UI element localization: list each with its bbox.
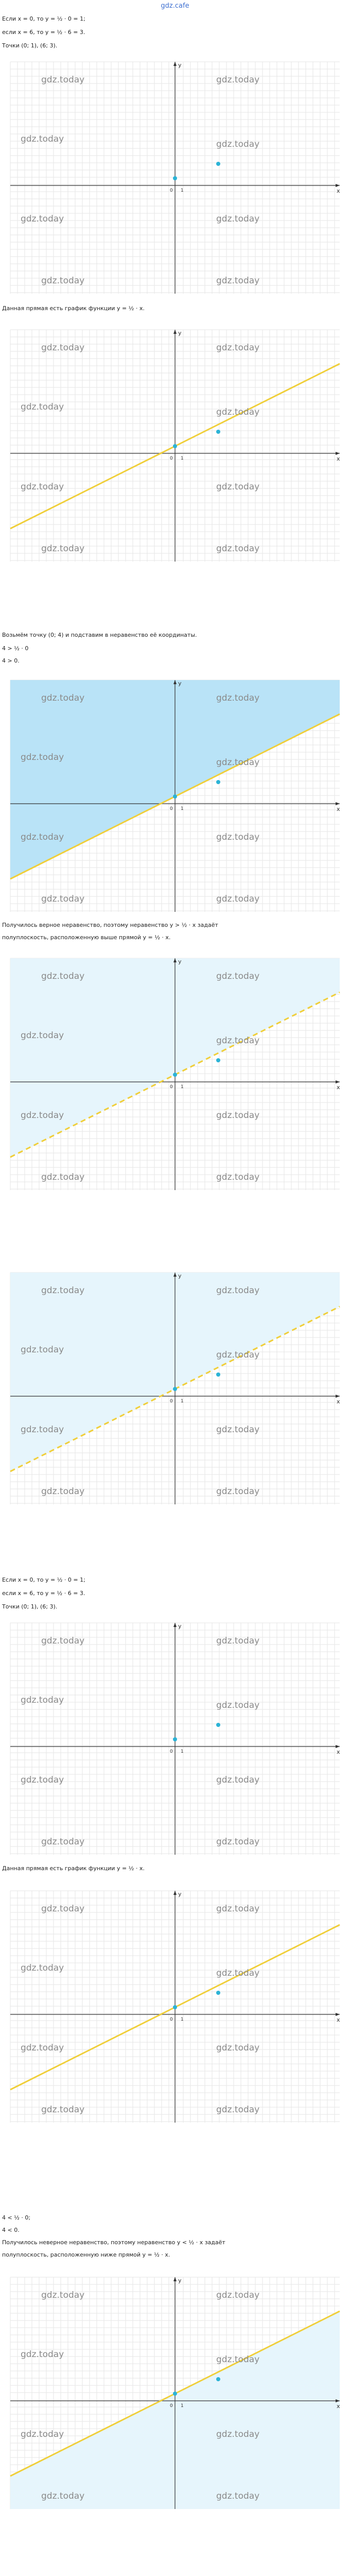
tick-label: 1 (181, 2403, 184, 2409)
y-axis-label: y (178, 330, 182, 336)
watermark: gdz.today (216, 1837, 260, 1847)
watermark: gdz.today (41, 276, 85, 286)
site-title[interactable]: gdz.cafe (161, 2, 189, 10)
watermark: gdz.today (216, 75, 260, 85)
watermark: gdz.today (216, 1172, 260, 1182)
substitute-text: Возьмём точку (0; 4) и подставим в неравенство её координаты. (2, 632, 197, 638)
watermark: gdz.today (21, 2349, 64, 2360)
watermark: gdz.today (21, 214, 64, 224)
watermark: gdz.today (41, 1837, 85, 1847)
watermark: gdz.today (21, 1345, 64, 1355)
origin-label: 0 (170, 2017, 173, 2022)
x-axis-label: x (337, 806, 340, 812)
graph-1 (0, 52, 350, 299)
point-marker (173, 1737, 177, 1741)
origin-label: 0 (170, 188, 173, 193)
watermark: gdz.today (216, 894, 260, 904)
y-axis-label: y (178, 680, 182, 687)
watermark: gdz.today (216, 2043, 260, 2053)
watermark: gdz.today (41, 1285, 85, 1296)
watermark: gdz.today (21, 1110, 64, 1121)
graph-note-2: Данная прямая есть график функции y = ½ · x. (2, 1865, 145, 1872)
origin-label: 0 (170, 1399, 173, 1404)
watermark: gdz.today (216, 1486, 260, 1497)
watermark: gdz.today (216, 1636, 260, 1646)
origin-label: 0 (170, 2403, 173, 2409)
watermark: gdz.today (41, 343, 85, 353)
watermark: gdz.today (216, 1425, 260, 1435)
graph-6 (0, 1613, 350, 1860)
watermark: gdz.today (216, 971, 260, 981)
origin-label: 0 (170, 1749, 173, 1754)
point-marker (216, 1723, 220, 1727)
x-axis-label: x (337, 1084, 340, 1091)
watermark: gdz.today (21, 1030, 64, 1041)
watermark: gdz.today (216, 2491, 260, 2501)
origin-label: 0 (170, 1084, 173, 1090)
watermark: gdz.today (41, 2491, 85, 2501)
watermark: gdz.today (41, 1486, 85, 1497)
step1-text: Если x = 0, то y = ½ · 0 = 1; (2, 15, 85, 22)
origin-label: 0 (170, 456, 173, 461)
point-marker (173, 2392, 177, 2396)
graph-7 (0, 1880, 350, 2128)
watermark: gdz.today (216, 2290, 260, 2300)
watermark: gdz.today (216, 214, 260, 224)
point-marker (173, 794, 177, 799)
conclusion-text-2: Получилось неверное неравенство, поэтому неравенство y < ½ · x задаёт (2, 2239, 225, 2246)
point-marker (173, 1387, 177, 1391)
step1-text-2: Если x = 0, то y = ½ · 0 = 1; (2, 1577, 85, 1583)
watermark: gdz.today (41, 75, 85, 85)
point-marker (216, 1991, 220, 1995)
watermark: gdz.today (216, 1968, 260, 1978)
point-marker (216, 162, 220, 166)
graph-3 (0, 670, 350, 917)
y-axis-label: y (178, 1891, 182, 1897)
graph-4 (0, 948, 350, 1195)
tick-label: 1 (181, 456, 184, 461)
y-axis-label: y (178, 1273, 182, 1279)
point-marker (173, 1073, 177, 1077)
watermark: gdz.today (216, 832, 260, 842)
origin-label: 0 (170, 806, 173, 811)
y-axis-label: y (178, 1623, 182, 1630)
x-axis-label: x (337, 1398, 340, 1405)
tick-label: 1 (181, 1084, 184, 1090)
watermark: gdz.today (216, 407, 260, 417)
inequality-line-a-2: 4 < ½ · 0; (2, 2214, 31, 2221)
tick-label: 1 (181, 1399, 184, 1404)
graph-8 (0, 2267, 350, 2514)
watermark: gdz.today (21, 832, 64, 842)
watermark: gdz.today (41, 894, 85, 904)
point-marker (216, 1058, 220, 1062)
watermark: gdz.today (21, 134, 64, 144)
watermark: gdz.today (21, 1425, 64, 1435)
points-label-2: Точки (0; 1), (6; 3). (2, 1603, 58, 1610)
watermark: gdz.today (41, 544, 85, 554)
watermark: gdz.today (21, 2043, 64, 2053)
graph-5 (0, 1262, 350, 1510)
watermark: gdz.today (41, 971, 85, 981)
inequality-line-b-2: 4 < 0. (2, 2227, 20, 2233)
watermark: gdz.today (216, 1036, 260, 1046)
y-axis-label: y (178, 62, 182, 69)
point-marker (216, 780, 220, 784)
conclusion-text: Получилось верное неравенство, поэтому неравенство y > ½ · x задаёт (2, 922, 218, 928)
halfplane-text: полуплоскость, расположенную выше прямой y = ½ · x. (2, 934, 171, 941)
inequality-line-b: 4 > 0. (2, 657, 20, 664)
watermark: gdz.today (216, 757, 260, 768)
point-marker (173, 176, 177, 180)
watermark: gdz.today (216, 482, 260, 492)
point-marker (173, 2005, 177, 2009)
step2-text: если x = 6, то y = ½ · 6 = 3. (2, 29, 85, 36)
x-axis-label: x (337, 188, 340, 194)
graph-note: Данная прямая есть график функции y = ½ · x. (2, 305, 145, 312)
point-marker (216, 430, 220, 434)
point-marker (173, 444, 177, 448)
watermark: gdz.today (41, 693, 85, 703)
watermark: gdz.today (216, 1350, 260, 1360)
watermark: gdz.today (21, 1695, 64, 1705)
watermark: gdz.today (41, 1904, 85, 1914)
halfplane-text-2: полуплоскость, расположенную ниже прямой y = ½ · x. (2, 2251, 170, 2258)
watermark: gdz.today (216, 1775, 260, 1785)
watermark: gdz.today (21, 752, 64, 762)
points-label: Точки (0; 1), (6; 3). (2, 42, 58, 49)
x-axis-label: x (337, 455, 340, 462)
y-axis-label: y (178, 2277, 182, 2284)
step2-text-2: если x = 6, то y = ½ · 6 = 3. (2, 1590, 85, 1597)
watermark: gdz.today (216, 2354, 260, 2365)
watermark: gdz.today (21, 402, 64, 412)
x-axis-label: x (337, 1749, 340, 1755)
point-marker (216, 1372, 220, 1377)
watermark: gdz.today (216, 1700, 260, 1710)
x-axis-label: x (337, 2403, 340, 2410)
watermark: gdz.today (216, 276, 260, 286)
graph-2 (0, 319, 350, 567)
watermark: gdz.today (41, 1636, 85, 1646)
inequality-line-a: 4 > ½ · 0 (2, 645, 29, 652)
tick-label: 1 (181, 806, 184, 811)
watermark: gdz.today (216, 1110, 260, 1121)
watermark: gdz.today (216, 343, 260, 353)
watermark: gdz.today (21, 2429, 64, 2439)
watermark: gdz.today (41, 1172, 85, 1182)
x-axis-label: x (337, 2016, 340, 2023)
watermark: gdz.today (21, 1963, 64, 1973)
watermark: gdz.today (216, 693, 260, 703)
point-marker (216, 2377, 220, 2381)
tick-label: 1 (181, 1749, 184, 1754)
watermark: gdz.today (216, 544, 260, 554)
y-axis-label: y (178, 958, 182, 965)
tick-label: 1 (181, 188, 184, 193)
watermark: gdz.today (21, 482, 64, 492)
watermark: gdz.today (216, 2105, 260, 2115)
tick-label: 1 (181, 2017, 184, 2022)
watermark: gdz.today (41, 2105, 85, 2115)
watermark: gdz.today (216, 1904, 260, 1914)
watermark: gdz.today (216, 1285, 260, 1296)
watermark: gdz.today (41, 2290, 85, 2300)
watermark: gdz.today (216, 139, 260, 149)
watermark: gdz.today (21, 1775, 64, 1785)
watermark: gdz.today (216, 2429, 260, 2439)
